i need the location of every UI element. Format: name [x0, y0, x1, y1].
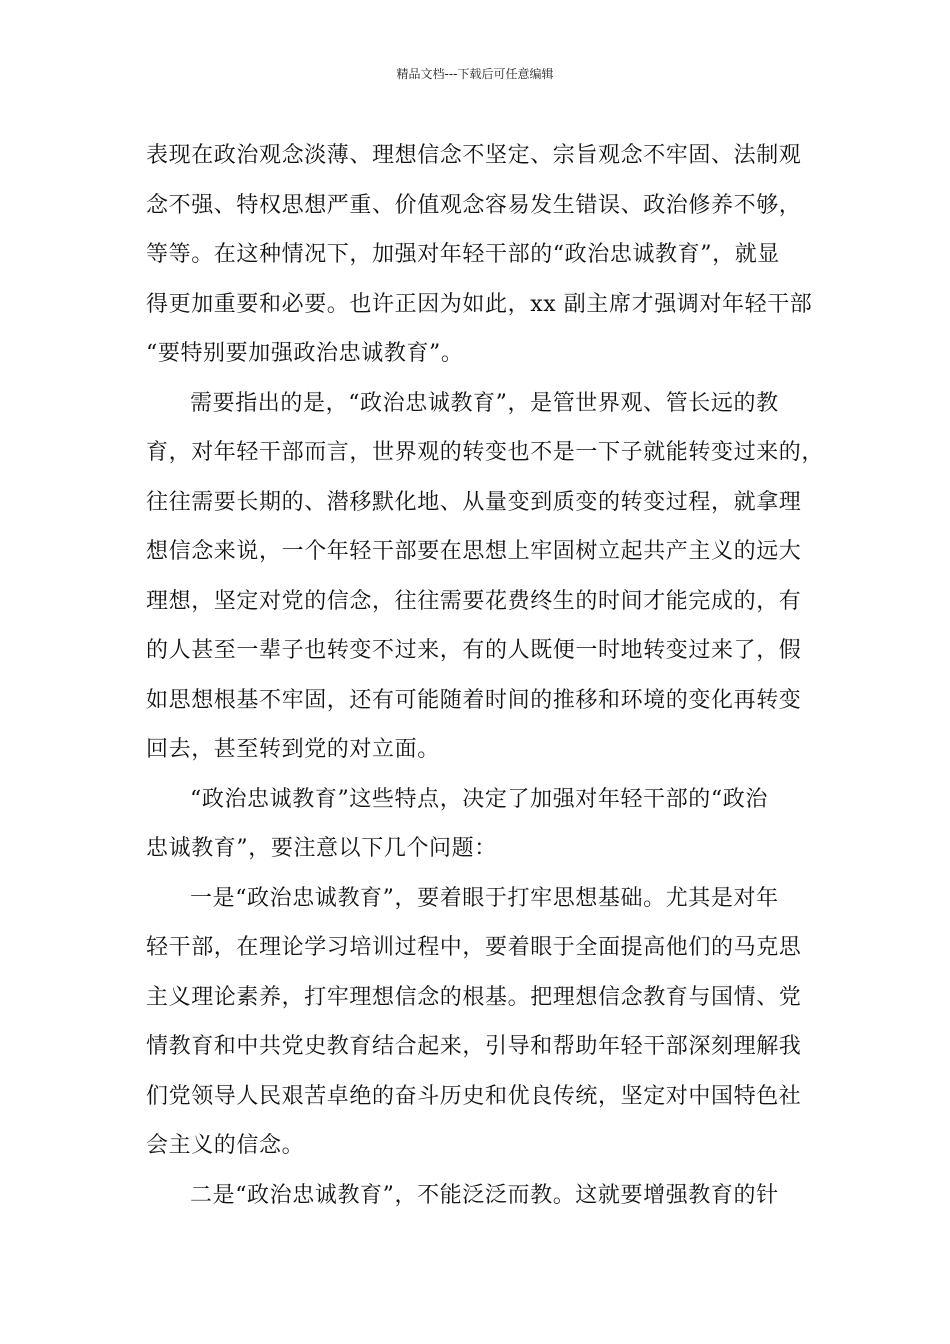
text-line: 表现在政治观念淡薄、理想信念不坚定、宗旨观念不牢固、法制观	[146, 143, 802, 168]
text-line: 的人甚至一辈子也转变不过来，有的人既便一时地转变过来了，假	[146, 638, 802, 663]
text-line: 会主义的信念。	[146, 1133, 305, 1158]
text-line: 理想，坚定对党的信念，往往需要花费终生的时间才能完成的，有	[146, 588, 802, 614]
text-line: 想信念来说，一个年轻干部要在思想上牢固树立起共产主义的远大	[146, 539, 802, 564]
text-line: 们党领导人民艰苦卓绝的奋斗历史和优良传统，坚定对中国特色社	[146, 1083, 802, 1109]
text-line: 轻干部，在理论学习培训过程中，要着眼于全面提高他们的马克思	[146, 935, 802, 960]
text-line: 情教育和中共党史教育结合起来，引导和帮助年轻干部深刻理解我	[146, 1034, 802, 1059]
paragraph-start-line: “政治忠诚教育”这些特点，决定了加强对年轻干部的“政治	[190, 786, 768, 812]
document-body	[146, 131, 826, 1220]
text-line: 得更加重要和必要。也许正因为如此，xx 副主席才强调对年轻干部	[146, 291, 813, 317]
text-line: 回去，甚至转到党的对立面。	[146, 737, 440, 762]
text-line: 念不强、特权思想严重、价值观念容易发生错误、政治修养不够，	[146, 192, 802, 218]
text-line: 往往需要长期的、潜移默化地、从量变到质变的转变过程，就拿理	[146, 489, 802, 515]
paragraph-start-line: 一是“政治忠诚教育”，要着眼于打牢思想基础。尤其是对年	[190, 885, 779, 911]
text-line: 如思想根基不牢固，还有可能随着时间的推移和环境的变化再转变	[146, 687, 802, 713]
text-line: “要特别要加强政治忠诚教育”。	[146, 341, 464, 366]
text-line: 育，对年轻干部而言，世界观的转变也不是一下子就能转变过来的，	[146, 440, 825, 465]
text-line: 等等。在这种情况下，加强对年轻干部的“政治忠诚教育”，就显	[146, 242, 780, 267]
text-line: 主义理论素养，打牢理想信念的根基。把理想信念教育与国情、党	[146, 984, 802, 1010]
paragraph-start-line: 二是“政治忠诚教育”，不能泛泛而教。这就要增强教育的针	[190, 1182, 779, 1208]
text-line: 忠诚教育”，要注意以下几个问题：	[146, 836, 497, 861]
page-header: 精品文档---下载后可任意编辑	[396, 67, 554, 81]
paragraph-start-line: 需要指出的是，“政治忠诚教育”，是管世界观、管长远的教	[190, 390, 779, 416]
